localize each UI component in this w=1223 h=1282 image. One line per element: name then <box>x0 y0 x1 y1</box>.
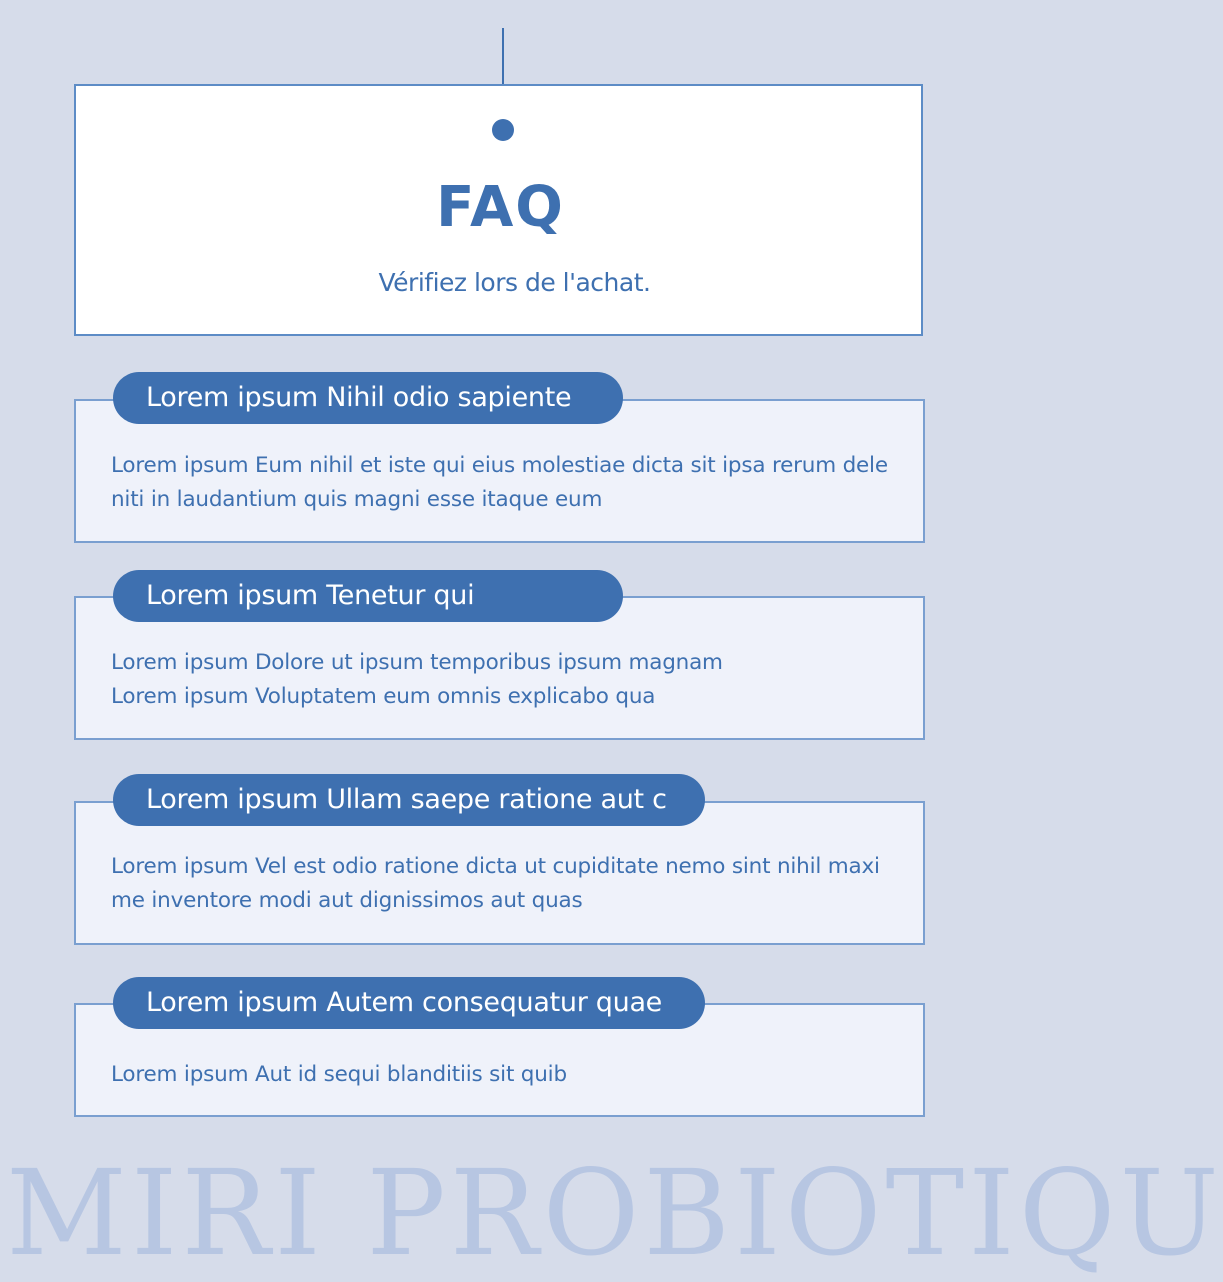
faq-question-3: Lorem ipsum Ullam saepe ratione aut c <box>113 774 705 826</box>
header-connector-dot <box>492 119 514 141</box>
faq-answer-3: Lorem ipsum Vel est odio ratione dicta ut cupiditate nemo sint nihil maxi me inventore modi aut dignissimos aut quas <box>111 854 880 913</box>
faq-answer-1: Lorem ipsum Eum nihil et iste qui eius molestiae dicta sit ipsa rerum dele niti in laudantium quis magni esse itaque eum <box>111 453 888 512</box>
page-subtitle: Vérifiez lors de l'achat. <box>378 268 651 297</box>
faq-question-1: Lorem ipsum Nihil odio sapiente <box>113 372 623 424</box>
brand-watermark: MIRI PROBIOTIQU <box>6 1144 1223 1282</box>
faq-answer-4: Lorem ipsum Aut id sequi blanditiis sit quib <box>111 1062 567 1087</box>
faq-answer-2: Lorem ipsum Dolore ut ipsum temporibus ipsum magnam Lorem ipsum Voluptatem eum omnis explicabo qua <box>111 650 723 709</box>
faq-question-4: Lorem ipsum Autem consequatur quae <box>113 977 705 1029</box>
page-title: FAQ <box>436 175 565 240</box>
faq-question-2: Lorem ipsum Tenetur qui <box>113 570 623 622</box>
